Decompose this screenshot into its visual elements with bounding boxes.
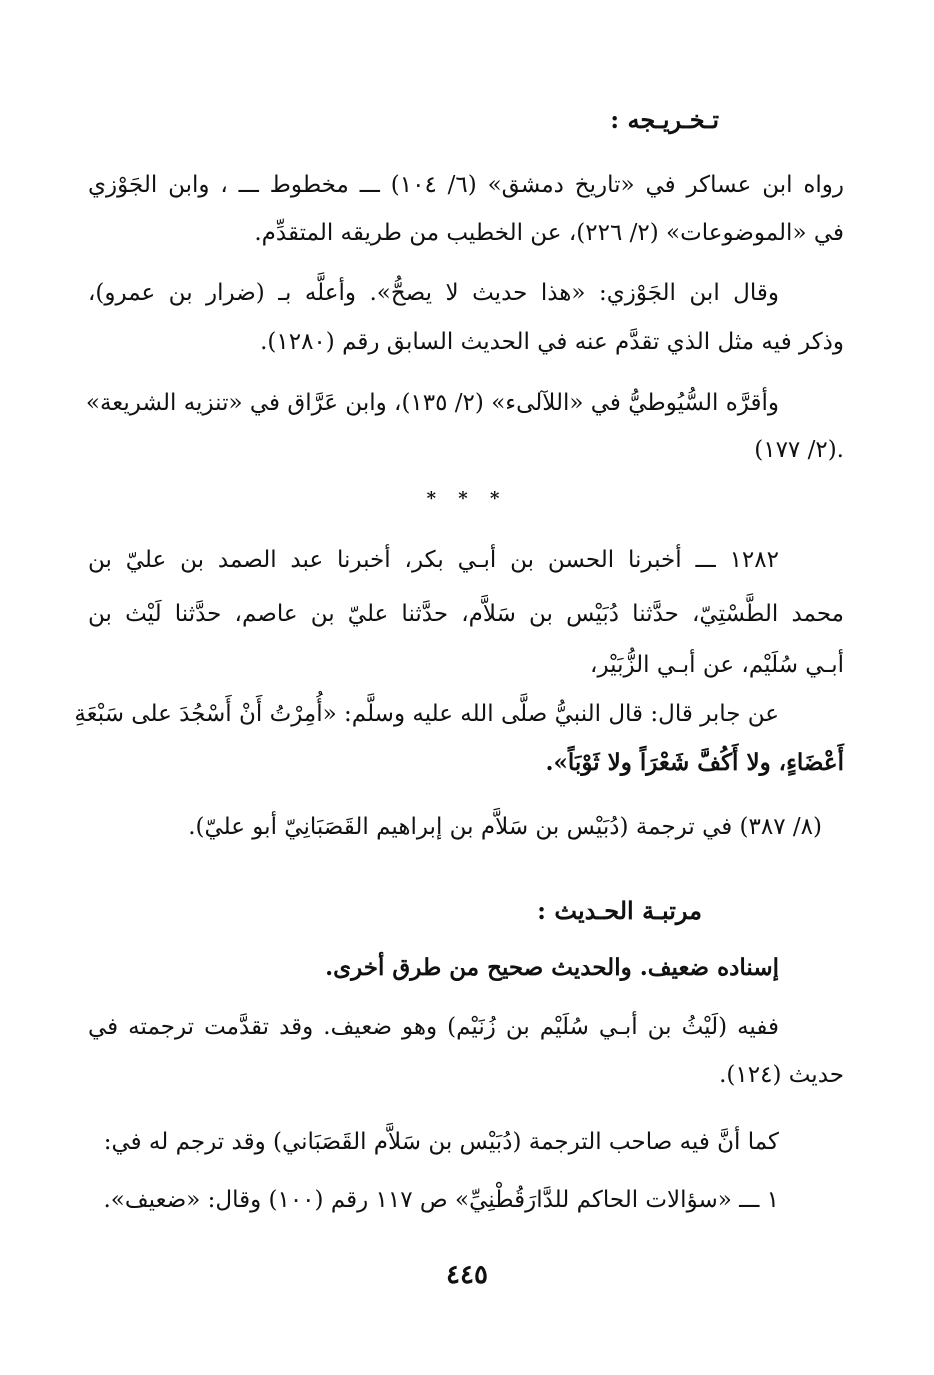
rutba-p1-line1: ففيه (لَيْثُ بن أبـي سُلَيْم بن زُنَيْم) وهو ضعيف. وقد تقدَّمت ترجمته في <box>88 1014 779 1040</box>
rutba-verdict: إسناده ضعيف. والحديث صحيح من طرق أخرى. <box>325 954 779 981</box>
hadith-reference: (٨/ ٣٨٧) في ترجمة (دُبَيْس بن سَلاَّم بن إبراهيم القَصَبَانِيّ أبو عليّ). <box>188 814 822 840</box>
takhrij-p3-line2: (٢/ ١٧٧). <box>754 437 844 463</box>
takhrij-p1-line1: رواه ابن عساكر في «تاريخ دمشق» (٦/ ١٠٤) ـــ مخطوط ـــ ، وابن الجَوْزي <box>88 172 844 198</box>
rutba-p3: ١ ـــ «سؤالات الحاكم للدَّارَقُطْنِيِّ» ص ١١٧ رقم (١٠٠) وقال: «ضعيف». <box>103 1187 779 1213</box>
hadith-isnad-line2: محمد الطَّسْتِيّ، حدَّثنا دُبَيْس بن سَلاَّم، حدَّثنا عليّ بن عاصم، حدَّثنا لَيْث بن <box>88 601 844 627</box>
takhrij-p3-line1: وأقرَّه السُّيُوطيُّ في «اللآلىء» (٢/ ١٣٥)، وابن عَرَّاق في «تنزيه الشريعة» <box>85 390 779 416</box>
rutba-p1-line2: حديث (١٢٤). <box>719 1062 844 1088</box>
page-number: ٤٤٥ <box>446 1260 488 1290</box>
hadith-matn-line2: أَعْضَاءٍ، ولا أَكُفَّ شَعْرَاً ولا ثَوْبَاً». <box>545 749 844 776</box>
hadith-isnad-line3: أبـي سُلَيْم، عن أبـي الزُّبَيْر، <box>590 652 844 678</box>
hadith-isnad-line1: ١٢٨٢ ـــ أخبرنا الحسن بن أبـي بكر، أخبرنا عبد الصمد بن عليّ بن <box>88 547 779 573</box>
takhrij-p2-line2: وذكر فيه مثل الذي تقدَّم عنه في الحديث السابق رقم (١٢٨٠). <box>260 329 844 355</box>
takhrij-heading: تـخـريـجه : <box>610 105 719 134</box>
hadith-matn-line1: عن جابر قال: قال النبيُّ صلَّى الله عليه وسلَّم: «أُمِرْتُ أَنْ أَسْجُدَ على سَبْعَةِ <box>74 701 779 727</box>
takhrij-p2-line1: وقال ابن الجَوْزي: «هذا حديث لا يصحُّ». وأعلَّه بـ (ضرار بن عمرو)، <box>88 280 779 306</box>
rutba-heading: مرتبـة الحـديث : <box>537 896 702 925</box>
section-separator: * * * <box>426 488 508 509</box>
takhrij-p1-line2: في «الموضوعات» (٢/ ٢٢٦)، عن الخطيب من طريقه المتقدِّم. <box>254 220 844 246</box>
rutba-p2: كما أنَّ فيه صاحب الترجمة (دُبَيْس بن سَلاَّم القَصَبَاني) وقد ترجم له في: <box>103 1129 779 1155</box>
